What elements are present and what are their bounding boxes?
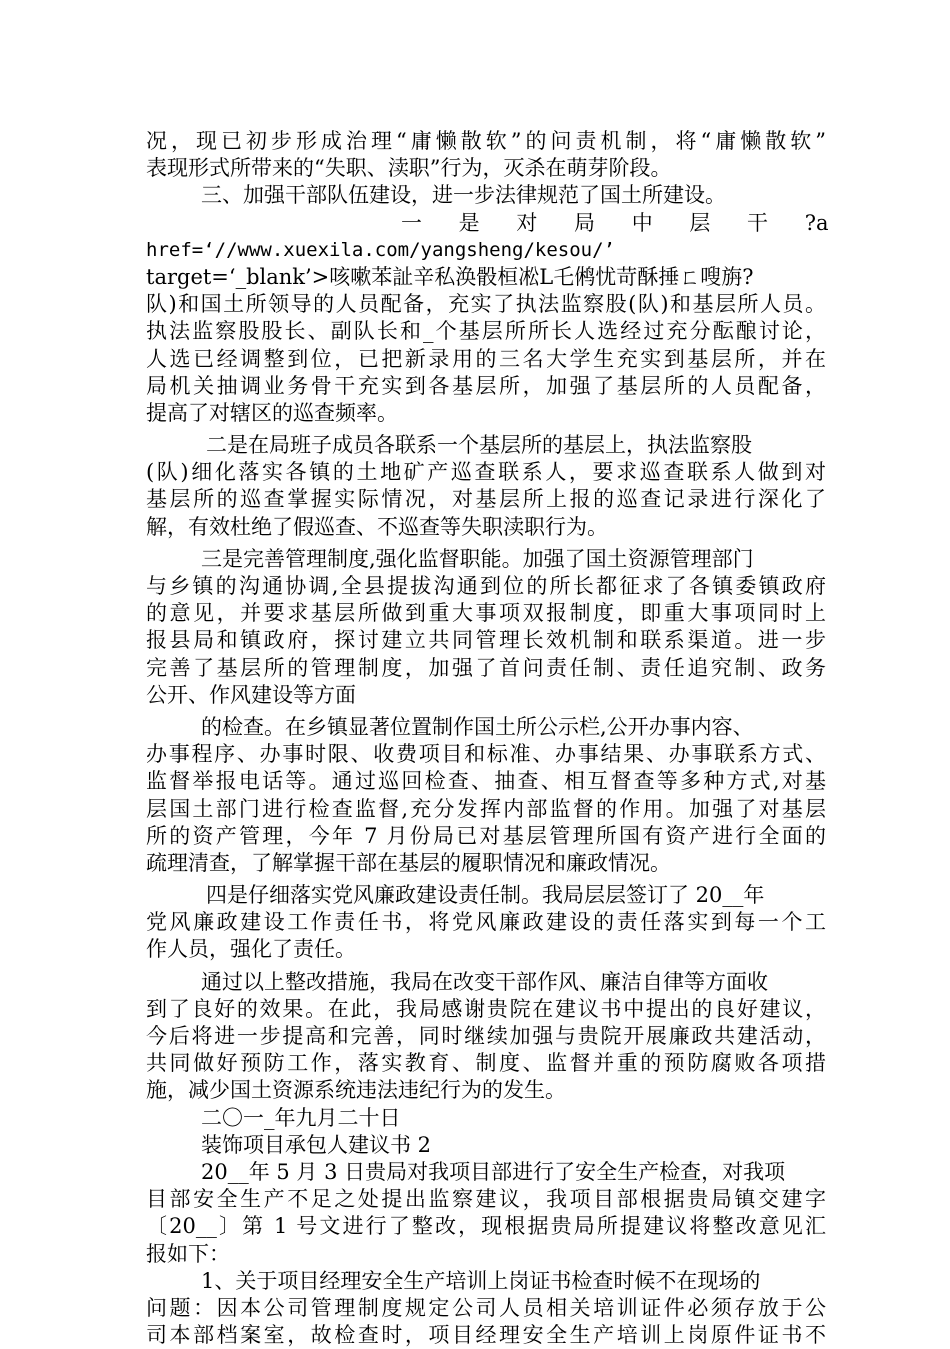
paragraph-start: 通过以上整改措施，我局在改变干部作风、廉洁自律等方面收 [201,969,768,994]
text-line: 监督举报电话等。通过巡回检查、抽查、相互督查等多种方式,对基 [146,769,826,794]
paragraph-start: 20__年 5 月 3 日贵局对我项目部进行了安全生产检查，对我项 [201,1159,786,1184]
document-title: 装饰项目承包人建议书 2 [201,1132,432,1157]
text-line: 共同做好预防工作，落实教育、制度、监督并重的预防腐败各项措 [146,1051,826,1076]
text-line: 〔20__〕第 1 号文进行了整改，现根据贵局所提建议将整改意见汇 [146,1214,826,1239]
text-line: 完善了基层所的管理制度，加强了首问责任制、责任追究制、政务 [146,655,826,680]
text-line: href=‘//www.xuexila.com/yangsheng/kesou/’ [146,238,615,261]
text-line: 与乡镇的沟通协调,全县提拔沟通到位的所长都征求了各镇委镇政府 [146,574,826,598]
text-line: 提高了对辖区的巡查频率。 [146,400,398,425]
date-line: 二〇一_年九月二十日 [201,1105,401,1130]
text-line: 问题：因本公司管理制度规定公司人员相关培训证件必须存放于公 [146,1295,826,1320]
paragraph-start: 二是在局班子成员各联系一个基层所的基层上，执法监察股 [206,433,752,458]
text-line: 作人员，强化了责任。 [146,937,356,962]
paragraph-start: 三是完善管理制度,强化监督职能。加强了国土资源管理部门 [201,546,754,571]
text-line: 目部安全生产不足之处提出监察建议，我项目部根据贵局镇交建字 [146,1187,826,1212]
text-line: 局机关抽调业务骨干充实到各基层所，加强了基层所的人员配备， [146,373,826,398]
text-line: 到了良好的效果。在此，我局感谢贵院在建议书中提出的良好建议， [146,996,826,1021]
text-line: 队)和国土所领导的人员配备，充实了执法监察股(队)和基层所人员。 [146,292,826,317]
text-line: 办事程序、办事时限、收费项目和标准、办事结果、办事联系方式、 [146,742,826,767]
section-heading: 三、加强干部队伍建设，进一步法律规范了国土所建设。 [201,183,726,208]
text-line: 表现形式所带来的“失职、渎职”行为，灭杀在萌芽阶段。 [146,156,672,181]
text-line: 今后将进一步提高和完善，同时继续加强与贵院开展廉政共建活动， [146,1024,826,1048]
text-line: 党风廉政建设工作责任书，将党风廉政建设的责任落实到每一个工 [146,910,826,935]
paragraph-start: 1、关于项目经理安全生产培训上岗证书检查时候不在现场的 [201,1268,761,1293]
paragraph-start: 四是仔细落实党风廉政建设责任制。我局层层签订了 20__年 [206,883,765,908]
text-line: 解，有效杜绝了假巡查、不巡查等失职渎职行为。 [146,514,608,539]
text-line: 执法监察股股长、副队长和_个基层所所长人选经过充分酝酿讨论， [146,319,826,344]
text-line: 施，减少国土资源系统违法违纪行为的发生。 [146,1078,566,1103]
text-line: target=‘_blank’>咳嗽苯訨辛私涣骰桓凇L乇鸺忧苛酥捶ㄈ嗖旃? [146,264,754,289]
text-line: 所的资产管理，今年 7 月份局已对基层管理所国有资产进行全面的 [146,823,826,848]
text-line: 公开、作风建设等方面 [146,682,356,707]
text-line: (队)细化落实各镇的土地矿产巡查联系人，要求巡查联系人做到对 [146,460,826,485]
text-line: 司本部档案室，故检查时，项目经理安全生产培训上岗原件证书不 [146,1323,826,1348]
text-line: 报如下： [146,1241,230,1266]
text-line: 一 是 对 局 中 层 干 ?a [401,210,829,235]
text-line: 的意见，并要求基层所做到重大事项双报制度，即重大事项同时上 [146,601,826,626]
text-line: 人选已经调整到位，已把新录用的三名大学生充实到基层所，并在 [146,346,826,371]
text-line: 层国土部门进行检查监督,充分发挥内部监督的作用。加强了对基层 [146,796,826,821]
text-line: 疏理清查，了解掌握干部在基层的履职情况和廉政情况。 [146,850,671,875]
document-body [146,128,829,1349]
text-line: 况，现已初步形成治理“庸懒散软”的问责机制，将“庸懒散软” [146,129,826,153]
text-line: 报县局和镇政府，探讨建立共同管理长效机制和联系渠道。进一步 [146,628,826,653]
text-line: 基层所的巡查掌握实际情况，对基层所上报的巡查记录进行深化了 [146,487,826,512]
paragraph-start: 的检查。在乡镇显著位置制作国土所公示栏,公开办事内容、 [201,714,754,739]
